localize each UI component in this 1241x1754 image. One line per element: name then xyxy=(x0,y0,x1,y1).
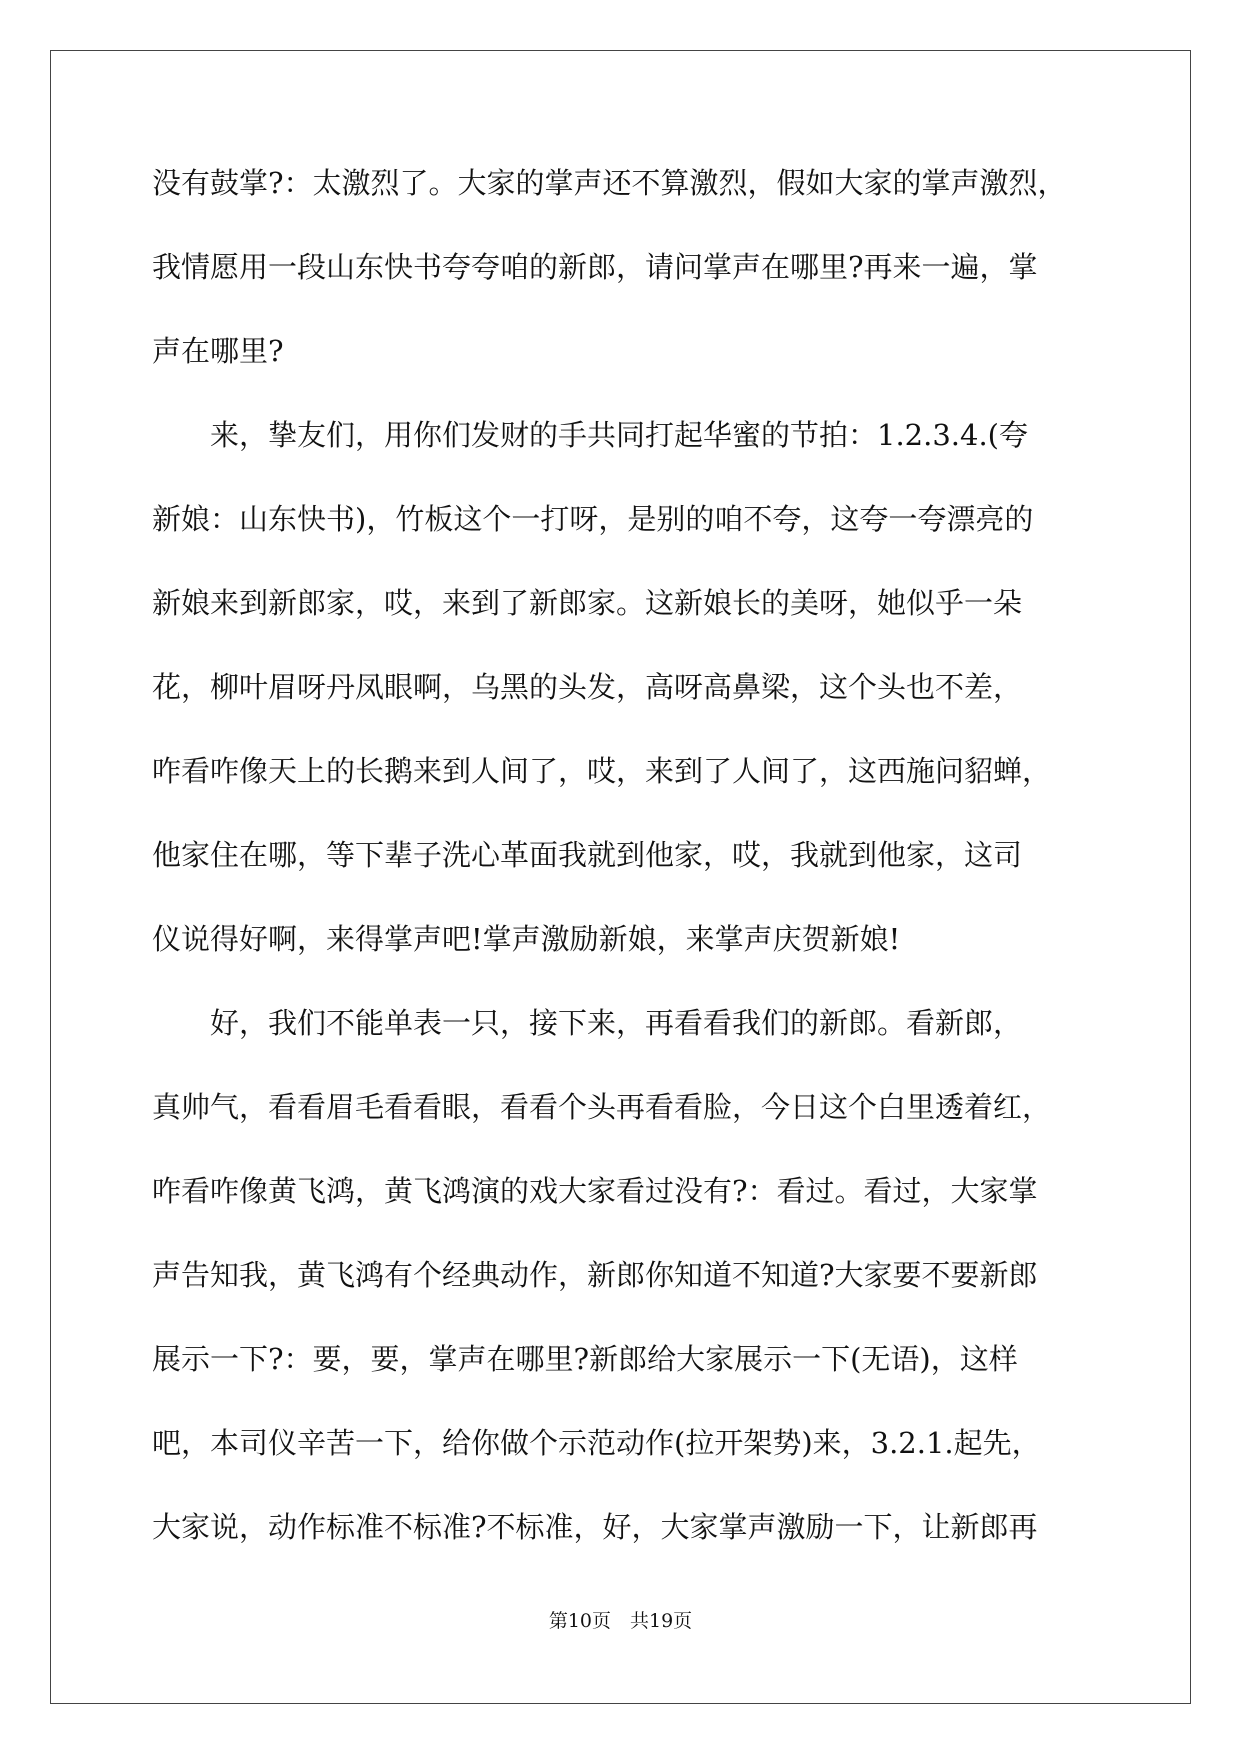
text-line: 仪说得好啊，来得掌声吧!掌声激励新娘，来掌声庆贺新娘! xyxy=(152,922,901,956)
text-line: 展示一下?：要，要，掌声在哪里?新郎给大家展示一下(无语)，这样 xyxy=(152,1342,1018,1376)
text-line: 咋看咋像天上的长鹅来到人间了，哎，来到了人间了，这西施问貂蝉， xyxy=(152,754,1052,788)
text-line: 他家住在哪，等下辈子洗心革面我就到他家，哎，我就到他家，这司 xyxy=(152,838,1023,872)
text-line: 声在哪里? xyxy=(152,334,284,368)
text-line: 大家说，动作标准不标准?不标准，好，大家掌声激励一下，让新郎再 xyxy=(152,1510,1038,1544)
text-line: 新娘来到新郎家，哎，来到了新郎家。这新娘长的美呀，她似乎一朵 xyxy=(152,586,1023,620)
document-body xyxy=(152,162,1102,1590)
text-line: 真帅气，看看眉毛看看眼，看看个头再看看脸，今日这个白里透着红， xyxy=(152,1090,1052,1124)
text-line: 声告知我，黄飞鸿有个经典动作，新郎你知道不知道?大家要不要新郎 xyxy=(152,1258,1038,1292)
text-line: 花，柳叶眉呀丹凤眼啊，乌黑的头发，高呀高鼻梁，这个头也不差， xyxy=(152,670,1023,704)
paragraph-1 xyxy=(152,162,1102,414)
text-line: 没有鼓掌?：太激烈了。大家的掌声还不算激烈，假如大家的掌声激烈， xyxy=(152,166,1067,200)
page-number-footer: 第10页 共19页 xyxy=(548,1610,693,1632)
paragraph-2 xyxy=(152,414,1102,1002)
text-line: 咋看咋像黄飞鸿，黄飞鸿演的戏大家看过没有?：看过。看过，大家掌 xyxy=(152,1174,1038,1208)
text-line: 吧，本司仪辛苦一下，给你做个示范动作(拉开架势)来，3.2.1.起先， xyxy=(152,1426,1041,1460)
text-line: 好，我们不能单表一只，接下来，再看看我们的新郎。看新郎， xyxy=(152,1006,1023,1040)
text-line: 来，挚友们，用你们发财的手共同打起华蜜的节拍：1.2.3.4.(夸 xyxy=(152,418,1028,452)
paragraph-3 xyxy=(152,1002,1102,1590)
text-line: 我情愿用一段山东快书夸夸咱的新郎，请问掌声在哪里?再来一遍，掌 xyxy=(152,250,1038,284)
text-line: 新娘：山东快书)，竹板这个一打呀，是别的咱不夸，这夸一夸漂亮的 xyxy=(152,502,1034,536)
